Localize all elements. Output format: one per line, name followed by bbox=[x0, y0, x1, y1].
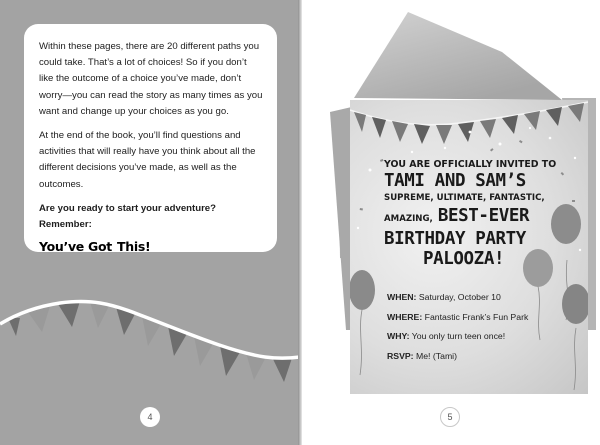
detail-where-label: WHERE: bbox=[387, 311, 423, 322]
slogan-main: You’ve Got bbox=[39, 239, 112, 255]
invite-line-1: YOU ARE OFFICIALLY INVITED TO bbox=[384, 159, 557, 170]
intro-card bbox=[24, 24, 277, 255]
detail-why-label: WHY: bbox=[387, 331, 410, 341]
detail-why-value: You only turn teen once! bbox=[411, 331, 506, 341]
page-number-left: 4 bbox=[140, 407, 160, 427]
envelope-flap bbox=[354, 12, 562, 100]
invite-line-6: PALOOZA! bbox=[423, 249, 505, 269]
invite-line-2: TAMI AND SAM’S bbox=[384, 171, 526, 191]
invitation-details bbox=[387, 288, 537, 366]
detail-rsvp bbox=[387, 347, 537, 367]
invite-line-4 bbox=[384, 206, 584, 229]
adventure-question: Are you ready to start your adventure? Remember: bbox=[39, 202, 216, 231]
invite-line-4a: AMAZING, bbox=[384, 214, 433, 224]
detail-where bbox=[387, 308, 537, 328]
detail-rsvp-value: Me! (Tami) bbox=[415, 350, 458, 361]
slogan-end: This! bbox=[117, 239, 151, 255]
invite-line-3: SUPREME, ULTIMATE, FANTASTIC, bbox=[384, 193, 545, 203]
detail-why bbox=[387, 327, 537, 347]
detail-when-value: Saturday, October 10 bbox=[418, 292, 501, 302]
detail-rsvp-label: RSVP: bbox=[387, 350, 414, 361]
pennant-flags bbox=[8, 301, 292, 382]
invite-line-5: BIRTHDAY PARTY bbox=[384, 229, 526, 249]
detail-when bbox=[387, 288, 537, 308]
intro-paragraph-1: Within these pages, there are 20 different paths you could take. That’s a lot of choices! So if you don’t like the outcome of a choice you’ve made, don’t worry—you can read the story as many times as you want and change up your choices as you go. bbox=[39, 41, 263, 117]
intro-paragraph-2: At the end of the book, you’ll find questions and activities that will really have you think about all the different decisions you’ve made, as well as the outcomes. bbox=[39, 130, 256, 190]
page-number-right: 5 bbox=[440, 407, 460, 427]
right-page bbox=[300, 0, 600, 445]
balloon-3 bbox=[562, 284, 588, 324]
invitation-card bbox=[350, 100, 588, 394]
balloon-4 bbox=[350, 270, 375, 310]
invitation-heading bbox=[384, 158, 584, 269]
slogan bbox=[39, 236, 263, 255]
pennant-banner-left bbox=[0, 290, 300, 390]
detail-where-value: Fantastic Frank’s Fun Park bbox=[424, 311, 529, 322]
detail-when-label: WHEN: bbox=[387, 292, 417, 302]
invite-line-4b: BEST-EVER bbox=[437, 206, 530, 226]
book-gutter bbox=[298, 0, 302, 445]
